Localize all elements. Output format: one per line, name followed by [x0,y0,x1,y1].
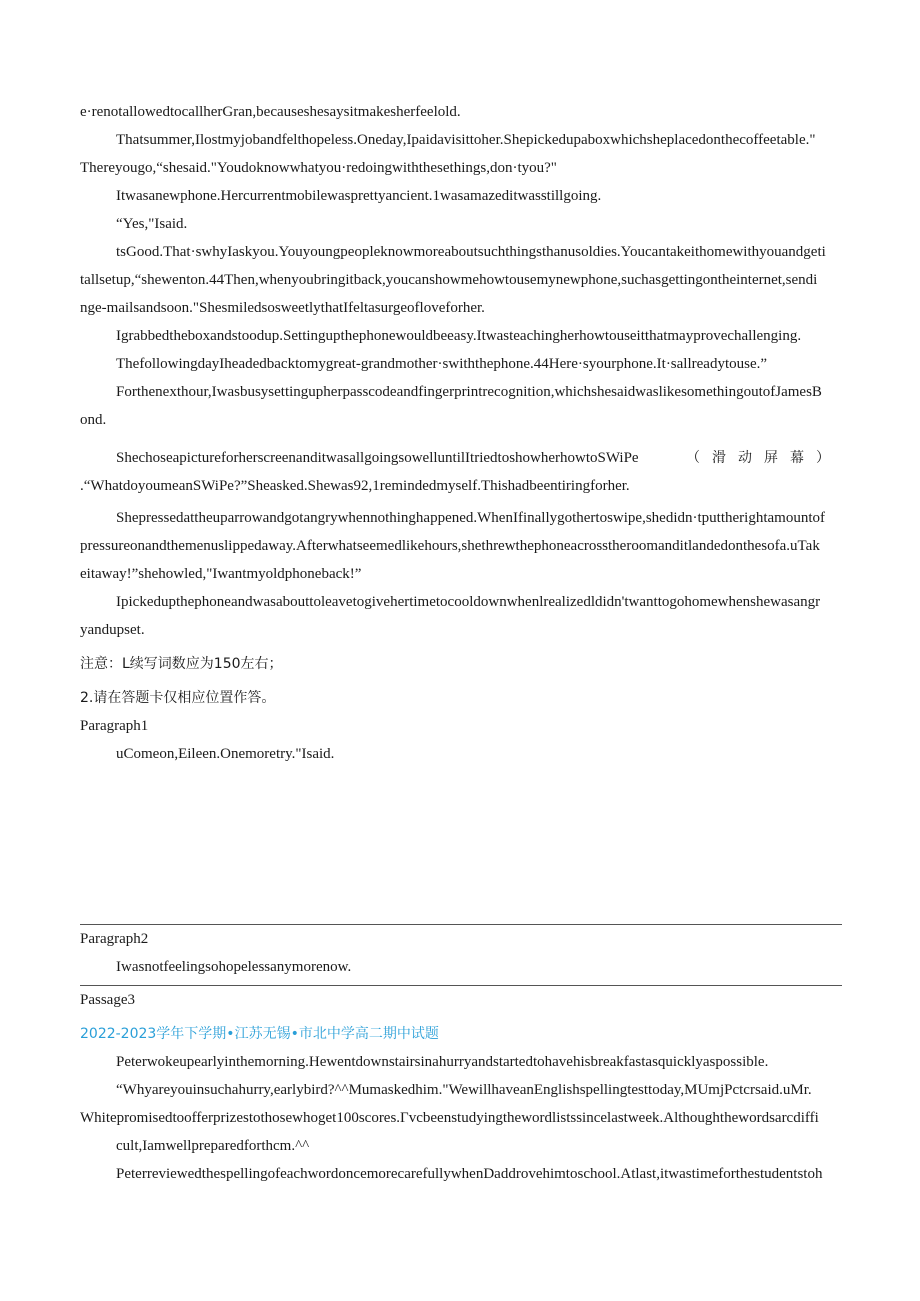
text-line: “Whyareyouinsuchahurry,earlybird?^^Mumaskedhim."WewillhaveanEnglishspellingtesttoday,MUmjPctcrsaid.uMr. [116,1082,812,1098]
chinese-gloss: （滑动屏幕） [686,450,842,466]
text-segment: ShechoseapictureforherscreenanditwasallgoingsowelluntilItriedtoshowherhowtoSWiPe [116,450,639,466]
note-line: 2.请在答题卡仅相应位置作答。 [80,690,276,706]
note-line: 注意：L续写词数应为150左右； [80,656,283,672]
text-line: ond. [80,412,107,428]
text-line: Itwasanewphone.Hercurrentmobilewasprettyancient.1wasamazeditwasstillgoing. [116,188,602,204]
text-line: eitaway!”shehowled,"Iwantmyoldphoneback!” [80,566,362,582]
text-line: .“WhatdoyoumeanSWiPe?”Sheasked.Shewas92,1remindedmyself.Thishadbeentiringforher. [80,478,630,494]
text-line-with-gloss [80,444,842,472]
text-line: e·renotallowedtocallherGran,becauseshesaysitmakesherfeelold. [80,104,461,120]
text-line: cult,Iamwellpreparedforthcm.^^ [116,1138,310,1154]
text-line: ThefollowingdayIheadedbacktomygreat-grandmother·swiththephone.44Here·syourphone.It·sallreadytouse.” [116,356,768,372]
paragraph-start: uComeon,Eileen.Onemoretry."Isaid. [116,746,335,762]
writing-space [80,768,842,924]
passage-label: Passage3 [80,992,135,1008]
text-line: tallsetup,“shewenton.44Then,whenyoubringitback,youcanshowmehowtousemynewphone,suchasgettingontheinternet,sendi [80,272,818,288]
text-line: Whitepromisedtoofferprizestothosewhoget100scores.Γvcbeenstudyingthewordlistssincelastweek.Althoughthewordsarcdiffi [80,1110,819,1126]
paragraph-label: Paragraph2 [80,931,149,947]
text-line: pressureonandthemenuslippedaway.Afterwhatseemedlikehours,shethrewthephoneacrosstheroomanditlandedonthesofa.uTak [80,538,820,554]
text-line: Igrabbedtheboxandstoodup.Settingupthephonewouldbeeasy.Itwasteachingherhowtouseitthatmayprovechallenging. [116,328,802,344]
text-line: Thereyougo,“shesaid."Youdoknowwhatyou·redoingwiththesethings,don·tyou?" [80,160,557,176]
text-line: Ipickedupthephoneandwasabouttoleavetogivehertimetocooldownwhenlrealizedldidn'twanttogohomewhenshewasangr [116,594,821,610]
document-body [80,98,842,1188]
text-line: Shepressedattheuparrowandgotangrywhennothinghappened.WhenIfinallygothertoswipe,shedidn·tputtherightamountof [116,510,825,526]
paragraph-start: Iwasnotfeelingsohopelessanymorenow. [116,959,352,975]
text-line: tsGood.That·swhyIaskyou.Youyoungpeopleknowmoreaboutsuchthingsthanusoldies.Youcantakeithomewithyouandgeti [116,244,826,260]
text-line: “Yes,"Isaid. [116,216,188,232]
text-line: Peterwokeupearlyinthemorning.Hewentdownstairsinahurryandstartedtohavehisbreakfastasquicklyaspossible. [116,1054,769,1070]
text-line: yandupset. [80,622,145,638]
text-line: Forthenexthour,Iwasbusysettingupherpasscodeandfingerprintrecognition,whichshesaidwaslikesomethingoutofJamesB [116,384,822,400]
text-line: PeterreviewedthespellingofeachwordoncemorecarefullywhenDaddrovehimtoschool.Atlast,itwastimeforthestudentstoh [116,1166,823,1182]
text-line: Thatsummer,Ilostmyjobandfelthopeless.Oneday,Ipaidavisittoher.Shepickedupaboxwhichsheplacedonthecoffeetable." [116,132,816,148]
paragraph-label: Paragraph1 [80,718,149,734]
text-line: nge-mailsandsoon."ShesmiledsosweetlythatIfeltasurgeofloveforher. [80,300,485,316]
passage-source: 2022-2023学年下学期•江苏无锡•市北中学高二期中试题 [80,1026,439,1042]
